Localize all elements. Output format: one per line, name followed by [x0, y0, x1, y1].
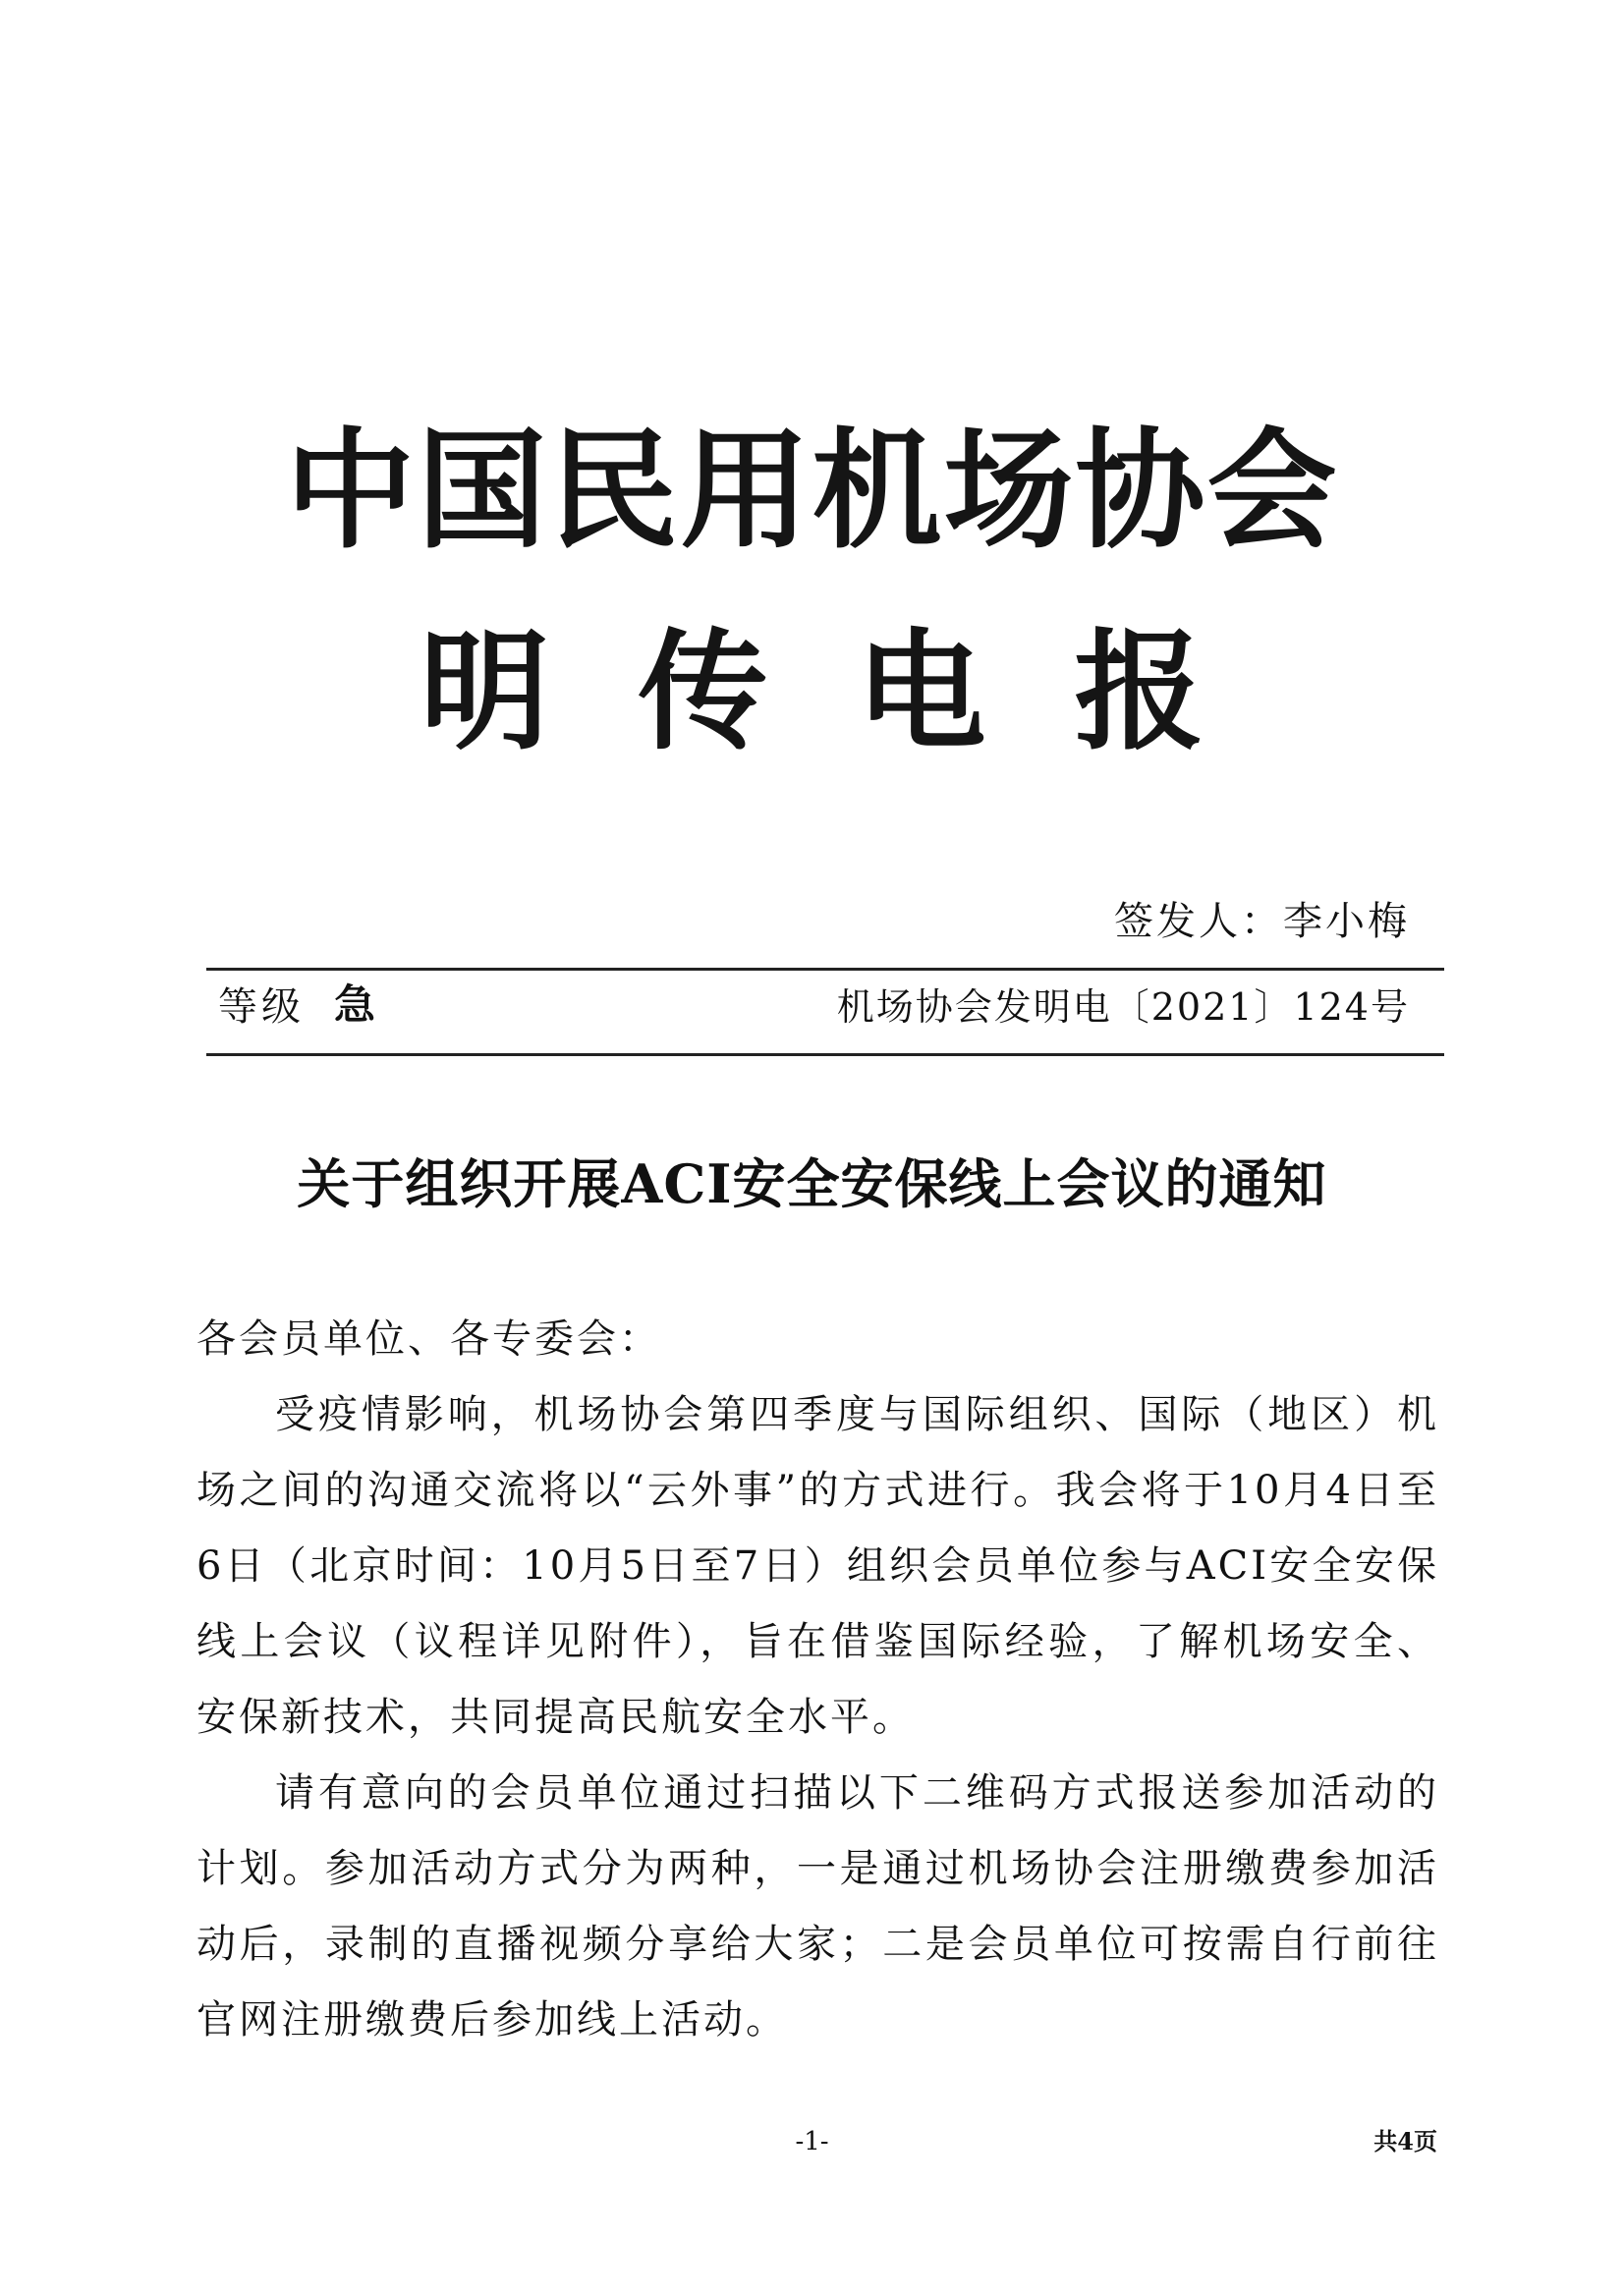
header-divider-bottom [206, 1053, 1444, 1056]
document-number: 机场协会发明电〔2021〕124号 [836, 985, 1410, 1029]
grade-label: 等级 [218, 984, 305, 1030]
notice-title: 关于组织开展ACI安全安保线上会议的通知 [297, 1152, 1327, 1215]
salutation: 各会员单位、各专委会： [196, 1316, 661, 1362]
signer-line: 签发人：李小梅 [1114, 899, 1410, 944]
header-divider-top [206, 968, 1444, 971]
grade-value: 急 [334, 980, 376, 1029]
body-paragraph: 受疫情影响，机场协会第四季度与国际组织、国际（地区）机场之间的沟通交流将以“云外事”的方式进行。我会将于10月4日至6日（北京时间：10月5日至7日）组织会员单位参与ACI安全安保线上会议（议程详见附件），旨在借鉴国际经验，了解机场安全、安保新技术，共同提高民航安全水平。 [196, 1392, 1439, 1740]
document-type-title: 明传电报 [420, 617, 1293, 768]
organization-name: 中国民用机场协会 [285, 416, 1339, 567]
notice-body [196, 1302, 1439, 2058]
total-pages: 共4页 [1373, 2127, 1437, 2155]
page-number: -1- [795, 2127, 829, 2156]
body-paragraph: 请有意向的会员单位通过扫描以下二维码方式报送参加活动的计划。参加活动方式分为两种，一是通过机场协会注册缴费参加活动后，录制的直播视频分享给大家；二是会员单位可按需自行前往官网注册缴费后参加线上活动。 [196, 1770, 1439, 2043]
